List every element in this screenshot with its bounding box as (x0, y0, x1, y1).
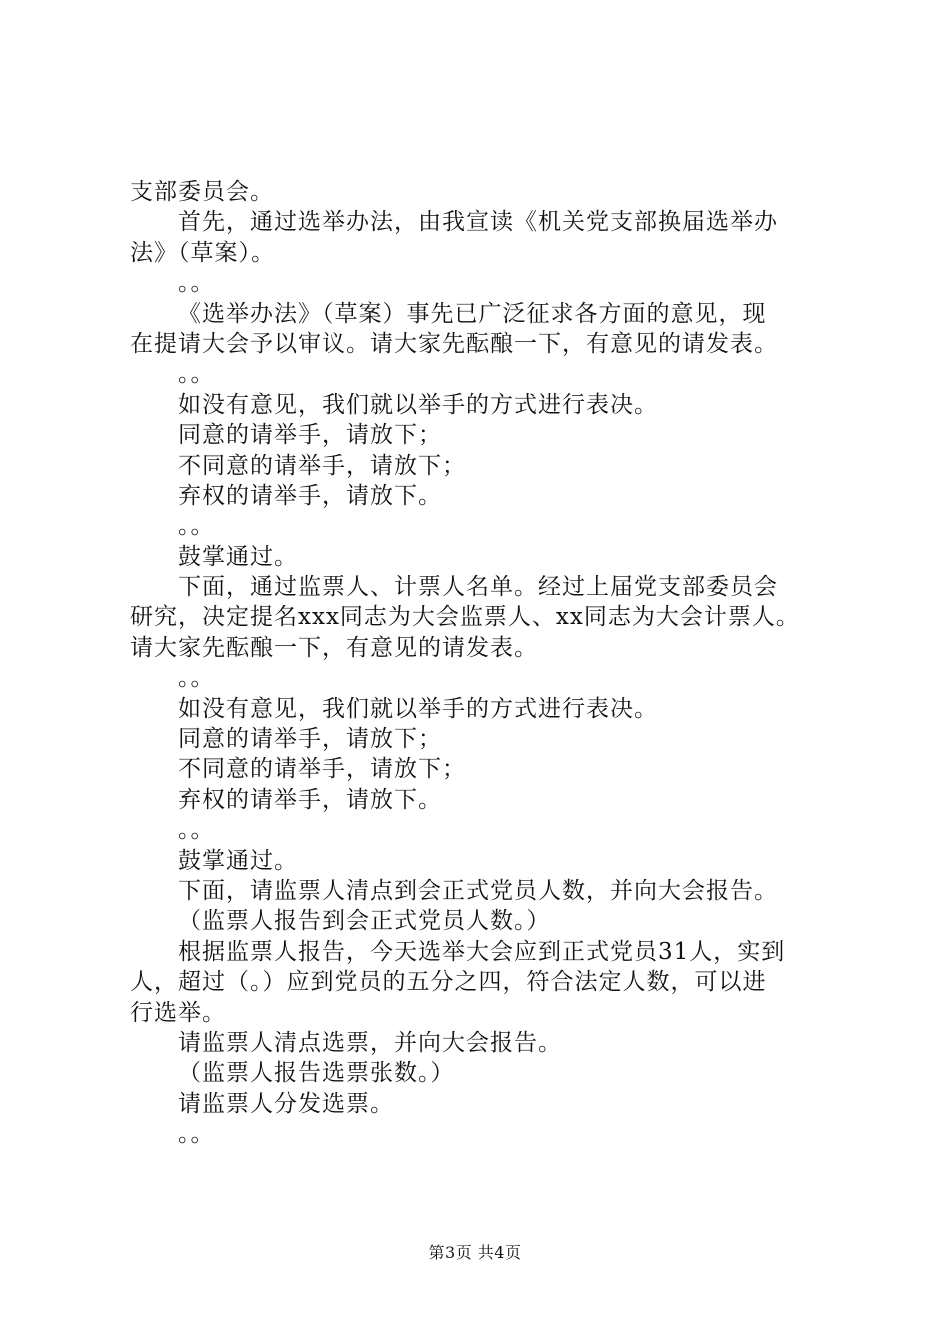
text-line: 下面，通过监票人、计票人名单。经过上届党支部委员会 (178, 574, 778, 601)
text-line: 不同意的请举手，请放下； (178, 452, 466, 479)
text-line: 。。 (178, 1121, 215, 1148)
text-line: 人，超过（。）应到党员的五分之四，符合法定人数，可以进 (130, 969, 767, 996)
text-line: 。。 (178, 665, 215, 692)
text-line: 同意的请举手，请放下； (178, 422, 442, 449)
text-line: 同意的请举手，请放下； (178, 726, 442, 753)
text-line: 不同意的请举手，请放下； (178, 756, 466, 783)
text-line: 弃权的请举手，请放下。 (178, 786, 442, 813)
text-line: 。。 (178, 817, 215, 844)
text-line: 根据监票人报告，今天选举大会应到正式党员31人，实到 (178, 938, 786, 965)
text-line: 支部委员会。 (130, 179, 274, 205)
text-line: 《选举办法》（草案）事先已广泛征求各方面的意见，现 (178, 300, 767, 327)
text-line: 。。 (178, 513, 215, 540)
text-line: 鼓掌通过。 (178, 543, 298, 570)
text-line: 。。 (178, 270, 215, 297)
text-line: 在提请大会予以审议。请大家先酝酿一下，有意见的请发表。 (130, 330, 778, 357)
text-line: 研究，决定提名xxx同志为大会监票人、xx同志为大会计票人。 (130, 604, 800, 631)
text-line: 首先，通过选举办法，由我宣读《机关党支部换届选举办 (178, 209, 778, 236)
text-line: 如没有意见，我们就以举手的方式进行表决。 (178, 695, 658, 722)
document-body (130, 177, 845, 1150)
text-line: （监票人报告选票张数。） (178, 1060, 455, 1087)
text-line: 鼓掌通过。 (178, 847, 298, 874)
text-line: 如没有意见，我们就以举手的方式进行表决。 (178, 391, 658, 418)
page-footer: 第3页 共4页 (428, 1243, 522, 1262)
text-line: 请监票人分发选票。 (178, 1090, 394, 1117)
text-line: 。。 (178, 361, 215, 388)
text-line: 弃权的请举手，请放下。 (178, 482, 442, 509)
text-line: 请大家先酝酿一下，有意见的请发表。 (130, 634, 538, 661)
text-line: 下面，请监票人清点到会正式党员人数，并向大会报告。 (178, 877, 778, 904)
text-line: （监票人报告到会正式党员人数。） (178, 908, 551, 935)
text-line: 请监票人清点选票，并向大会报告。 (178, 1029, 562, 1056)
text-line: 行选举。 (130, 999, 226, 1026)
text-line: 法》（草案）。 (130, 239, 275, 266)
